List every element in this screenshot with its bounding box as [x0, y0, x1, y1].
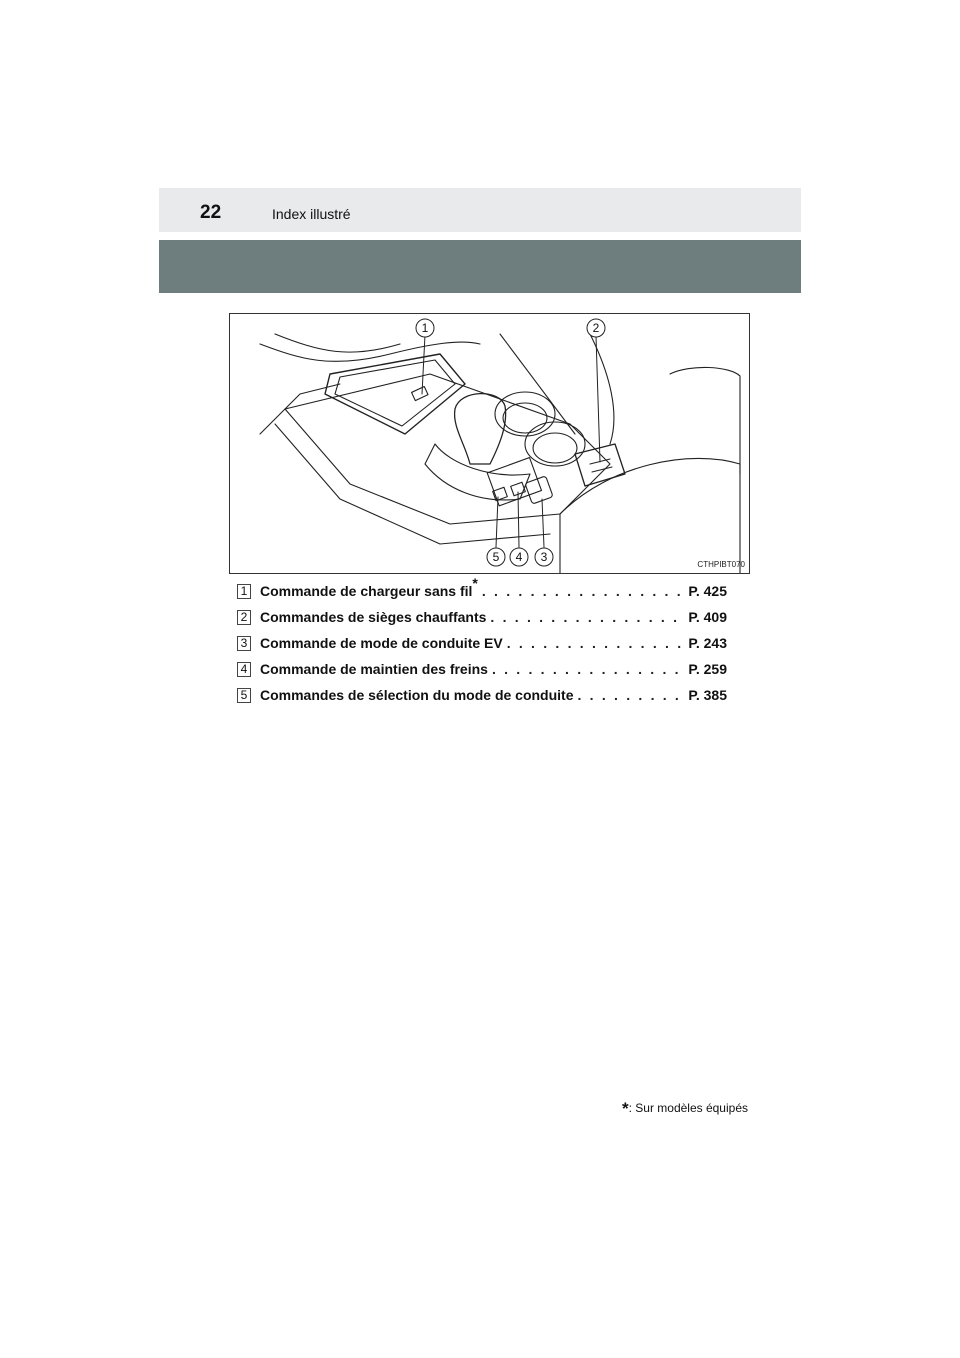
section-title: Index illustré: [272, 206, 351, 222]
switch-ev: [525, 476, 553, 504]
leader-dots: [492, 661, 684, 677]
page-number: 22: [200, 202, 222, 223]
console-illustration: [229, 313, 750, 574]
item-label: Commande de mode de conduite EV: [260, 635, 503, 651]
item-label: Commandes de sièges chauffants: [260, 609, 487, 625]
right-door-line-2: [590, 334, 614, 444]
item-label: Commande de chargeur sans fil*: [260, 575, 478, 599]
list-item: [237, 575, 727, 604]
asterisk-mark: *: [472, 575, 478, 592]
item-number: 3: [237, 636, 251, 651]
list-item: [237, 604, 727, 630]
leader-dots: [578, 687, 685, 703]
console-drawing: [230, 314, 750, 574]
list-item: [237, 656, 727, 682]
dashboard-line: [260, 342, 480, 361]
right-door-line: [500, 334, 575, 434]
title-band: [159, 240, 801, 293]
armrest: [560, 458, 740, 574]
callout-label-2: 2: [592, 321, 600, 335]
item-label: Commandes de sélection du mode de conduite: [260, 687, 574, 703]
leader-dots: [482, 583, 684, 599]
page-reference[interactable]: P. 259: [688, 661, 727, 677]
leader-dots: [490, 609, 684, 625]
callout-label-5: 5: [492, 550, 500, 564]
console-lower-edge: [275, 424, 550, 544]
item-number: 2: [237, 610, 251, 625]
item-number: 4: [237, 662, 251, 677]
page-reference[interactable]: P. 243: [688, 635, 727, 651]
callout-leader-1: [422, 335, 425, 394]
footnote-text: : Sur modèles équipés: [628, 1101, 748, 1115]
charger-switch: [412, 387, 428, 401]
callout-label-3: 3: [540, 550, 548, 564]
list-item: [237, 682, 727, 708]
item-number: 5: [237, 688, 251, 703]
header-band: [159, 188, 801, 232]
callout-leader-3: [542, 499, 544, 547]
list-item: [237, 630, 727, 656]
cup-holder-2-inner: [533, 433, 577, 463]
shift-boot: [425, 444, 530, 500]
footnote: [622, 1097, 748, 1117]
item-list: [237, 575, 727, 708]
callout-leader-5: [496, 497, 498, 547]
footnote-asterisk: *: [621, 1099, 629, 1118]
page-reference[interactable]: P. 425: [688, 583, 727, 599]
console-body: [285, 374, 610, 524]
item-label: Commande de maintien des freins: [260, 661, 488, 677]
page-reference[interactable]: P. 385: [688, 687, 727, 703]
leader-dots: [507, 635, 685, 651]
item-number: 1: [237, 584, 251, 599]
callout-leader-4: [518, 492, 519, 547]
page-reference[interactable]: P. 409: [688, 609, 727, 625]
callout-label-4: 4: [515, 550, 523, 564]
dashboard-line-2: [275, 334, 400, 352]
figure-code: CTHPIBT070: [697, 560, 745, 569]
callout-label-1: 1: [421, 321, 429, 335]
